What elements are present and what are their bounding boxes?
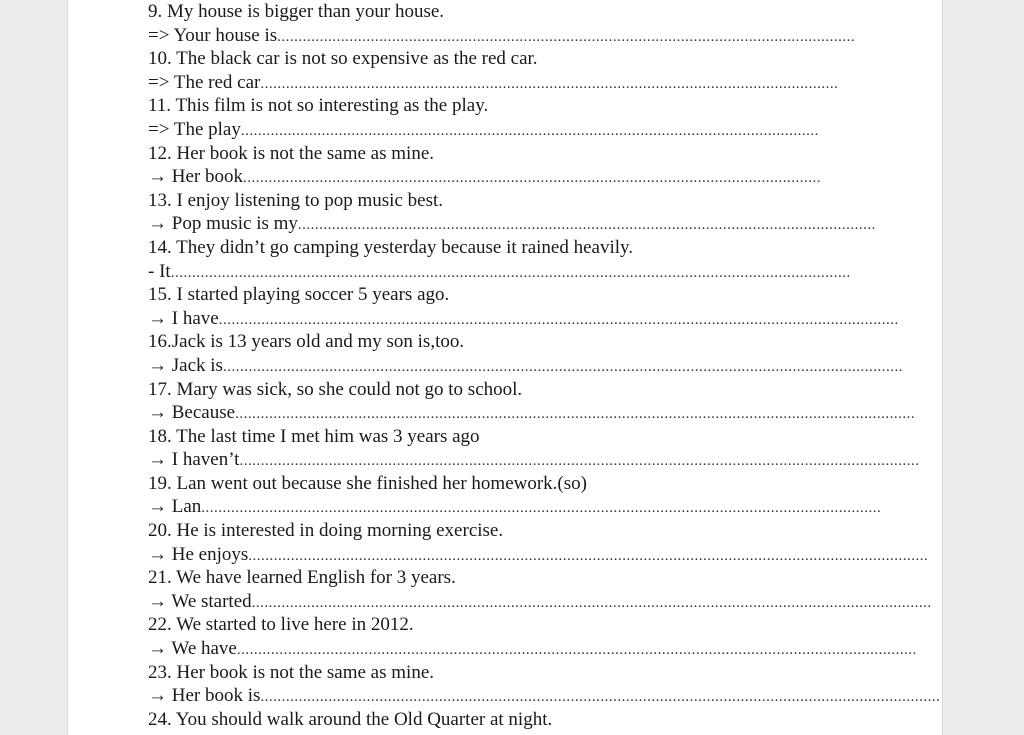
question-23: 23. Her book is not the same as mine.	[148, 661, 435, 683]
question-10: 10. The black car is not so expensive as the red car.	[148, 48, 538, 70]
answer-line-13: → Pop music is my ........................................................................................................................................	[148, 212, 893, 236]
answer-line-18: → I haven’t ................................................................................................................................................................	[148, 448, 893, 472]
answer-blank[interactable]: ................................................................................................................................................................	[218, 311, 899, 328]
answer-line-15: → I have ................................................................................................................................................................	[148, 307, 893, 331]
answer-line-21: → We started ................................................................................................................................................................	[148, 590, 893, 614]
answer-blank[interactable]: ................................................................................................................................................................	[260, 689, 941, 706]
exercise-list	[148, 0, 941, 731]
answer-blank[interactable]: ................................................................................................................................................................	[222, 358, 903, 375]
answer-line-22: → We have ................................................................................................................................................................	[148, 637, 893, 661]
question-21: 21. We have learned English for 3 years.	[148, 567, 456, 589]
question-13: 13. I enjoy listening to pop music best.	[148, 189, 444, 211]
answer-blank[interactable]: ................................................................................................................................................................	[248, 547, 929, 564]
question-18: 18. The last time I met him was 3 years ago	[148, 425, 480, 447]
question-11: 11. This film is not so interesting as the play.	[148, 95, 489, 117]
question-14: 14. They didn’t go camping yesterday because it rained heavily.	[148, 236, 634, 258]
question-17: 17. Mary was sick, so she could not go to school.	[148, 378, 523, 400]
question-9: 9. My house is bigger than your house.	[148, 1, 445, 22]
answer-line-10: => The red car ........................................................................................................................................	[148, 71, 893, 95]
answer-blank[interactable]: ................................................................................................................................................................	[170, 264, 851, 281]
answer-line-11: => The play ........................................................................................................................................	[148, 118, 893, 142]
answer-blank[interactable]: ........................................................................................................................................	[260, 75, 839, 92]
question-12: 12. Her book is not the same as mine.	[148, 142, 435, 164]
answer-blank[interactable]: ................................................................................................................................................................	[236, 642, 917, 659]
answer-line-20: → He enjoys ................................................................................................................................................................	[148, 543, 893, 567]
answer-blank[interactable]: ........................................................................................................................................	[297, 217, 876, 234]
document-page	[67, 0, 943, 735]
question-20: 20. He is interested in doing morning exercise.	[148, 520, 504, 542]
answer-line-19: → Lan ................................................................................................................................................................	[148, 495, 893, 519]
answer-blank[interactable]: ................................................................................................................................................................	[235, 406, 916, 423]
answer-blank[interactable]: ................................................................................................................................................................	[201, 500, 882, 517]
answer-line-17: → Because ................................................................................................................................................................	[148, 401, 893, 425]
answer-blank[interactable]: ................................................................................................................................................................	[239, 453, 920, 470]
question-22: 22. We started to live here in 2012.	[148, 614, 414, 636]
question-16: 16.Jack is 13 years old and my son is,too.	[148, 331, 465, 353]
answer-line-23: → Her book is ................................................................................................................................................................	[148, 684, 893, 708]
question-19: 19. Lan went out because she finished her homework.(so)	[148, 472, 587, 494]
answer-line-14: - It ................................................................................................................................................................	[148, 260, 893, 284]
question-24: 24. You should walk around the Old Quarter at night.	[148, 708, 553, 730]
answer-line-9: => Your house is ........................................................................................................................................	[148, 24, 893, 48]
answer-blank[interactable]: ................................................................................................................................................................	[251, 594, 932, 611]
answer-blank[interactable]: ........................................................................................................................................	[277, 28, 856, 45]
answer-blank[interactable]: ........................................................................................................................................	[242, 170, 821, 187]
answer-line-16: → Jack is ................................................................................................................................................................	[148, 354, 893, 378]
question-15: 15. I started playing soccer 5 years ago.	[148, 284, 450, 306]
answer-line-12: → Her book ........................................................................................................................................	[148, 165, 893, 189]
answer-blank[interactable]: ........................................................................................................................................	[240, 122, 819, 139]
